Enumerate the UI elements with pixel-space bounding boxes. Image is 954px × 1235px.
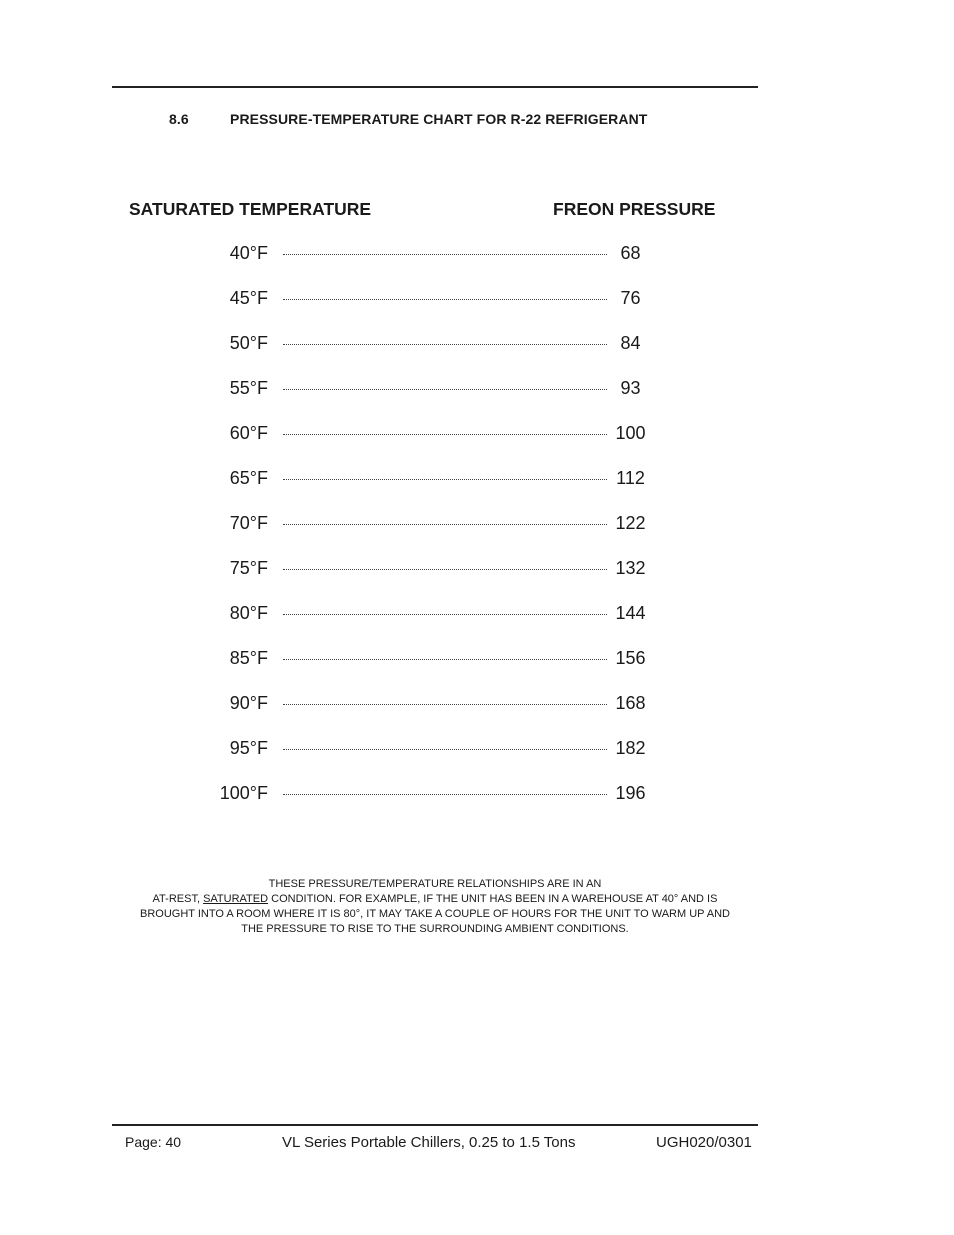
dot-leader: [283, 794, 607, 795]
dot-leader: [283, 704, 607, 705]
temperature-value: 100°F: [219, 783, 268, 803]
table-row: [0, 648, 954, 672]
note-fragment: AT-REST,: [152, 893, 204, 905]
table-row: [0, 243, 954, 267]
footer-rule: [112, 1124, 758, 1126]
temperature-value: 55°F: [229, 378, 268, 398]
section-heading: [169, 111, 647, 127]
pressure-value: 84: [620, 333, 641, 353]
note-line: [100, 892, 770, 907]
pressure-value: 156: [615, 648, 646, 668]
section-number: 8.6: [169, 111, 189, 127]
table-row: [0, 693, 954, 717]
dot-leader: [283, 659, 607, 660]
dot-leader: [283, 389, 607, 390]
temperature-value: 60°F: [229, 423, 268, 443]
temperature-value: 90°F: [229, 693, 268, 713]
dot-leader: [283, 524, 607, 525]
temperature-value: 65°F: [229, 468, 268, 488]
temperature-value: 50°F: [229, 333, 268, 353]
footer-document-id: UGH020/0301: [656, 1134, 752, 1151]
table-row: [0, 738, 954, 762]
table-row: [0, 513, 954, 537]
column-header-temperature: SATURATED TEMPERATURE: [129, 199, 372, 219]
header-rule: [112, 86, 758, 88]
table-row: [0, 423, 954, 447]
table-row: [0, 603, 954, 627]
pressure-value: 132: [615, 558, 646, 578]
pressure-value: 122: [615, 513, 646, 533]
table-row: [0, 558, 954, 582]
pressure-value: 182: [615, 738, 646, 758]
temperature-value: 75°F: [229, 558, 268, 578]
temperature-value: 95°F: [229, 738, 268, 758]
dot-leader: [283, 749, 607, 750]
note-text: [100, 877, 770, 937]
temperature-value: 45°F: [229, 288, 268, 308]
dot-leader: [283, 434, 607, 435]
pressure-value: 168: [615, 693, 646, 713]
note-underlined-word: SATURATED: [203, 893, 269, 905]
dot-leader: [283, 299, 607, 300]
footer-document-title: VL Series Portable Chillers, 0.25 to 1.5 Tons: [282, 1134, 576, 1151]
footer-page-number: Page: 40: [125, 1134, 182, 1150]
note-fragment: CONDITION. FOR EXAMPLE, IF THE UNIT HAS BEEN IN A WAREHOUSE AT 40° AND IS: [268, 893, 718, 905]
pressure-value: 100: [615, 423, 646, 443]
section-title: PRESSURE-TEMPERATURE CHART FOR R-22 REFRIGERANT: [230, 111, 648, 127]
table-row: [0, 288, 954, 312]
table-row: [0, 333, 954, 357]
temperature-value: 85°F: [229, 648, 268, 668]
temperature-value: 70°F: [229, 513, 268, 533]
pressure-value: 112: [616, 468, 645, 488]
table-row: [0, 468, 954, 492]
note-line: BROUGHT INTO A ROOM WHERE IT IS 80°, IT MAY TAKE A COUPLE OF HOURS FOR THE UNIT TO WARM UP AND: [140, 908, 730, 920]
dot-leader: [283, 344, 607, 345]
note-line: THESE PRESSURE/TEMPERATURE RELATIONSHIPS ARE IN AN: [268, 878, 602, 890]
pressure-value: 144: [615, 603, 646, 623]
pressure-value: 76: [620, 288, 641, 308]
dot-leader: [283, 614, 607, 615]
temperature-value: 40°F: [229, 243, 268, 263]
dot-leader: [283, 479, 607, 480]
column-header-pressure: FREON PRESSURE: [553, 199, 716, 219]
dot-leader: [283, 254, 607, 255]
pressure-value: 196: [615, 783, 646, 803]
dot-leader: [283, 569, 607, 570]
pressure-value: 68: [620, 243, 641, 263]
table-row: [0, 378, 954, 402]
table-row: [0, 783, 954, 807]
note-line: THE PRESSURE TO RISE TO THE SURROUNDING AMBIENT CONDITIONS.: [241, 923, 629, 935]
pressure-value: 93: [620, 378, 641, 398]
temperature-value: 80°F: [229, 603, 268, 623]
